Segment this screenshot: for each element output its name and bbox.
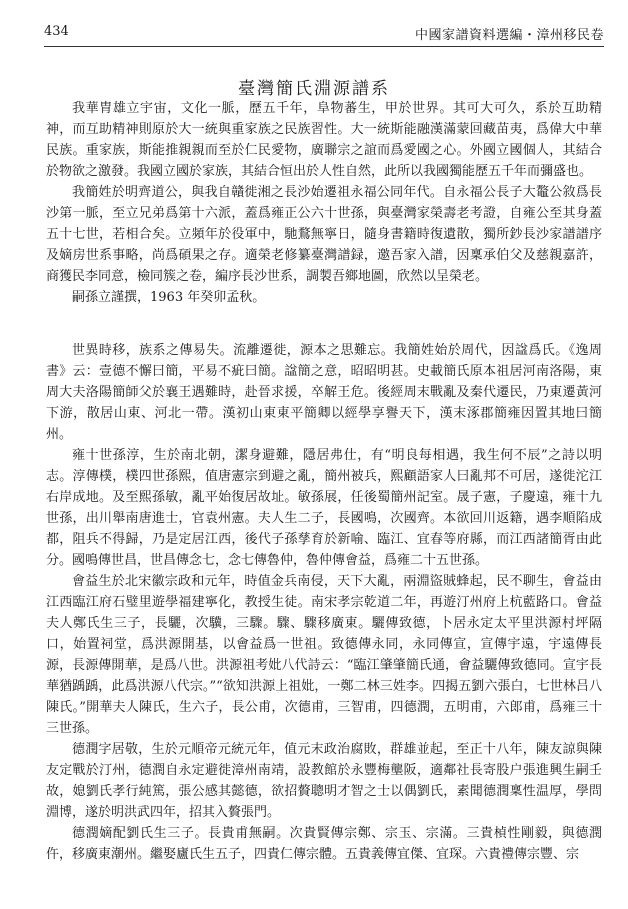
paragraph: 我簡姓於明齊道公，與我自贛徙湘之長沙始遷祖永福公同年代。自永福公長子大鼇公敘爲長沙第一脈，至立兄弟爲第十六派，蓋爲雍正公六十世孫，與臺灣家榮壽老考證，自雍公至其身蓋五十七世，若相合矣。立頻年於役軍中，馳鶩無寧日，隨身書籍時復遺散，獨所鈔長沙家譜譜序及嫡房世系事略，尚爲碩果之存。適榮老修纂臺灣譜録，邀吾家入譜，因稟承伯父及慈親嘉許，商獲民李同意，檢同簇之卷，編序長沙世系，調製吾鄉地圖，欣然以呈榮老。 bbox=[46, 185, 602, 284]
body-text bbox=[46, 98, 602, 865]
section-title: 臺灣簡氏淵源譜系 bbox=[238, 79, 390, 99]
paragraph: 德潤字居敬，生於元順帝元統元年，值元末政治腐敗，群雄並起，至正十八年，陳友諒與陳友定戰於汀州，德潤自永定避徙漳州南靖，設教館於永豐梅壟阪，適鄰社長寄股户張進興生嗣壬故，媳劉氏孝行純篤，張公感其懿德，欲招贅聰明才智之士以偶劉氏，素聞德潤稟性温厚，學問淵博，遂於明洪武四年，招其入贅張門。 bbox=[46, 742, 602, 820]
paragraph: 世異時移，族系之傳易失。流離遷徙，源本之思難忘。我簡姓始於周代，因諡爲氏。《逸周書》云：壹德不懈曰簡，平易不疵曰簡。諡簡之意，昭昭明甚。史載簡氏原本祖居河南洛陽，東周大夫洛陽簡師父於襄王遇難時，赴晉求援，卒解王危。後經周末戰亂及秦代遷民，乃東遷黃河下游，散居山東、河北一帶。漢初山東東平簡卿以經學享譽天下，漢末涿郡簡雍因置其地曰簡州。 bbox=[46, 343, 602, 442]
paragraph: 雍十世孫淳，生於南北朝，潔身避難，隱居弗仕，有“明良每相遇，我生何不辰”之詩以明志。淳傳樸，樸四世孫熙，值唐憲宗到避之亂，簡州被兵，熙顧語家人曰亂邦不可居，遂徙沱江右岸成地。及至熙孫敏，亂平始復居故址。敏孫展，任後蜀簡州記室。晟子憲，子慶遠，雍十九世孫，出川舉南唐進士，官袁州憲。夫人生二子，長國鳴，次國齊。本欲回川返籍，遇李順陷成都，阻兵不得歸，乃是定居江西，後代子孫孳育於新喻、臨江、宜春等府縣，而江西諸簡胥由此分。國鳴傳世昌，世昌傳念七，念七傳魯仲，魯仲傳會益，爲雍二十五世孫。 bbox=[46, 448, 602, 568]
series-title: 中國家譜資料選編・漳州移民卷 bbox=[414, 28, 604, 43]
page-number: 434 bbox=[44, 24, 69, 39]
paragraph: 我華胄雄立宇宙，文化一脈，歷五千年，阜物蕃生，甲於世界。其可大可久，系於互助精神，而互助精神則原於大一統與重家族之民族習性。大一統斯能融漢滿蒙回藏苗夷，爲偉大中華民族。重家族，斯能推親親而至於仁民愛物，廣聯宗之誼而爲愛國之心。外國立國個人，其結合於物欲之激發。我國立國於家族，其結合恒出於人性自然，此所以我國獨能歷五千年而彌盛也。 bbox=[46, 101, 602, 179]
paragraph: 德潤嫡配劉氏生三子。長貴甫無嗣。次貴賢傳宗鄭、宗玉、宗滿。三貴楨性剛毅，與德潤仵，移廣東潮州。繼娶廬氏生五子，四貴仁傳宗體。五貴義傳宜傑、宜琛。六貴禮傳宗豐、宗 bbox=[46, 826, 602, 862]
running-header bbox=[44, 22, 604, 44]
paragraph: 會益生於北宋徽宗政和元年，時值金兵南侵，天下大亂，兩淵盜賊蜂起，民不聊生，會益由江西臨江府石璧里遊學福建寧化，教授生徒。南宋孝宗乾道二年，再遊汀州府上杭藍路口。會益夫人鄭氏生三子，長驪，次驥，三驟。驟、驟移廣東。驪傳致德，卜居永定太平里洪源村坪隔口，始置祠堂，爲洪源開基，以會益爲一世祖。致德傳永同，永同傳宣，宣傳宇遠，宇遠傳長源，長源傳開華，是爲八世。洪源祖考妣八代詩云：“臨江肇肇簡氏通，會益驪傳致德同。宣宇長華猶踽踽，此爲洪源八代宗。”“欲知洪源上祖妣，一鄭二林三姓李。四揭五劉六張白，七世林吕八陳氏。”開華夫人陳氏，生六子，長公甫，次德甫，三智甫，四德潤，五明甫，六郎甫，爲雍三十三世孫。 bbox=[46, 574, 602, 736]
signoff-line: 嗣孫立謹撰，1963 年癸卯孟秋。 bbox=[72, 290, 266, 305]
header-rule bbox=[44, 46, 604, 47]
